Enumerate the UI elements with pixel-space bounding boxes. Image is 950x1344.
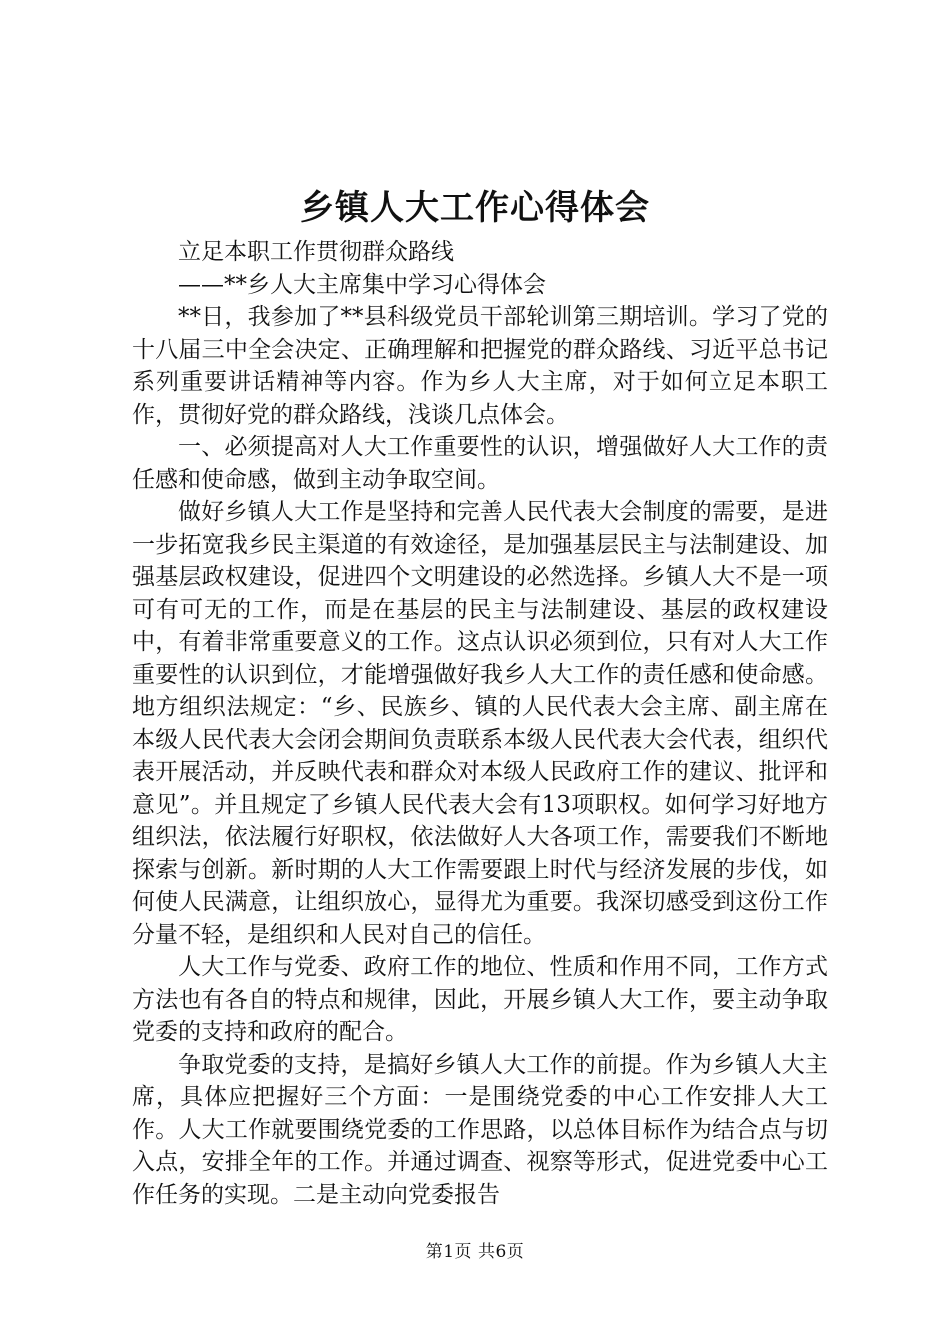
body-paragraph: **日，我参加了**县科级党员干部轮训第三期培训。学习了党的十八届三中全会决定、正确理解和把握党的群众路线、习近平总书记系列重要讲话精神等内容。作为乡人大主席，对于如何立足本职工作，贯彻好党的群众路线，浅谈几点体会。: [132, 304, 828, 428]
page-number-footer: 第1页 共6页: [425, 1242, 525, 1262]
body-paragraph: 做好乡镇人大工作是坚持和完善人民代表大会制度的需要，是进一步拓宽我乡民主渠道的有效途径，是加强基层民主与法制建设、加强基层政权建设，促进四个文明建设的必然选择。乡镇人大不是一项可有可无的工作，而是在基层的民主与法制建设、基层的政权建设中，有着非常重要意义的工作。这点认识必须到位，只有对人大工作重要性的认识到位，才能增强做好我乡人大工作的责任感和使命感。地方组织法规定：“乡、民族乡、镇的人民代表大会主席、副主席在本级人民代表大会闭会期间负责联系本级人民代表大会代表，组织代表开展活动，并反映代表和群众对本级人民政府工作的建议、批评和意见”。并且规定了乡镇人民代表大会有13项职权。如何学习好地方组织法，依法履行好职权，依法做好人大各项工作，需要我们不断地探索与创新。新时期的人大工作需要跟上时代与经济发展的步伐，如何使人民满意，让组织放心，显得尤为重要。我深切感受到这份工作分量不轻，是组织和人民对自己的信任。: [132, 499, 828, 948]
document-title: 乡镇人大工作心得体会: [300, 188, 650, 228]
body-paragraph: 争取党委的支持，是搞好乡镇人大工作的前提。作为乡镇人大主席，具体应把握好三个方面：一是围绕党委的中心工作安排人大工作。人大工作就要围绕党委的工作思路，以总体目标作为结合点与切入点，安排全年的工作。并通过调查、视察等形式，促进党委中心工作任务的实现。二是主动向党委报告: [132, 1051, 828, 1208]
document-body: [132, 236, 828, 1211]
section-heading: 一、必须提高对人大工作重要性的认识，增强做好人大工作的责任感和使命感，做到主动争取空间。: [132, 434, 828, 493]
body-paragraph: 人大工作与党委、政府工作的地位、性质和作用不同，工作方式方法也有各自的特点和规律，因此，开展乡镇人大工作，要主动争取党委的支持和政府的配合。: [132, 954, 828, 1045]
subtitle-line: 立足本职工作贯彻群众路线: [178, 239, 454, 265]
subtitle-author-line: ——**乡人大主席集中学习心得体会: [178, 271, 546, 298]
